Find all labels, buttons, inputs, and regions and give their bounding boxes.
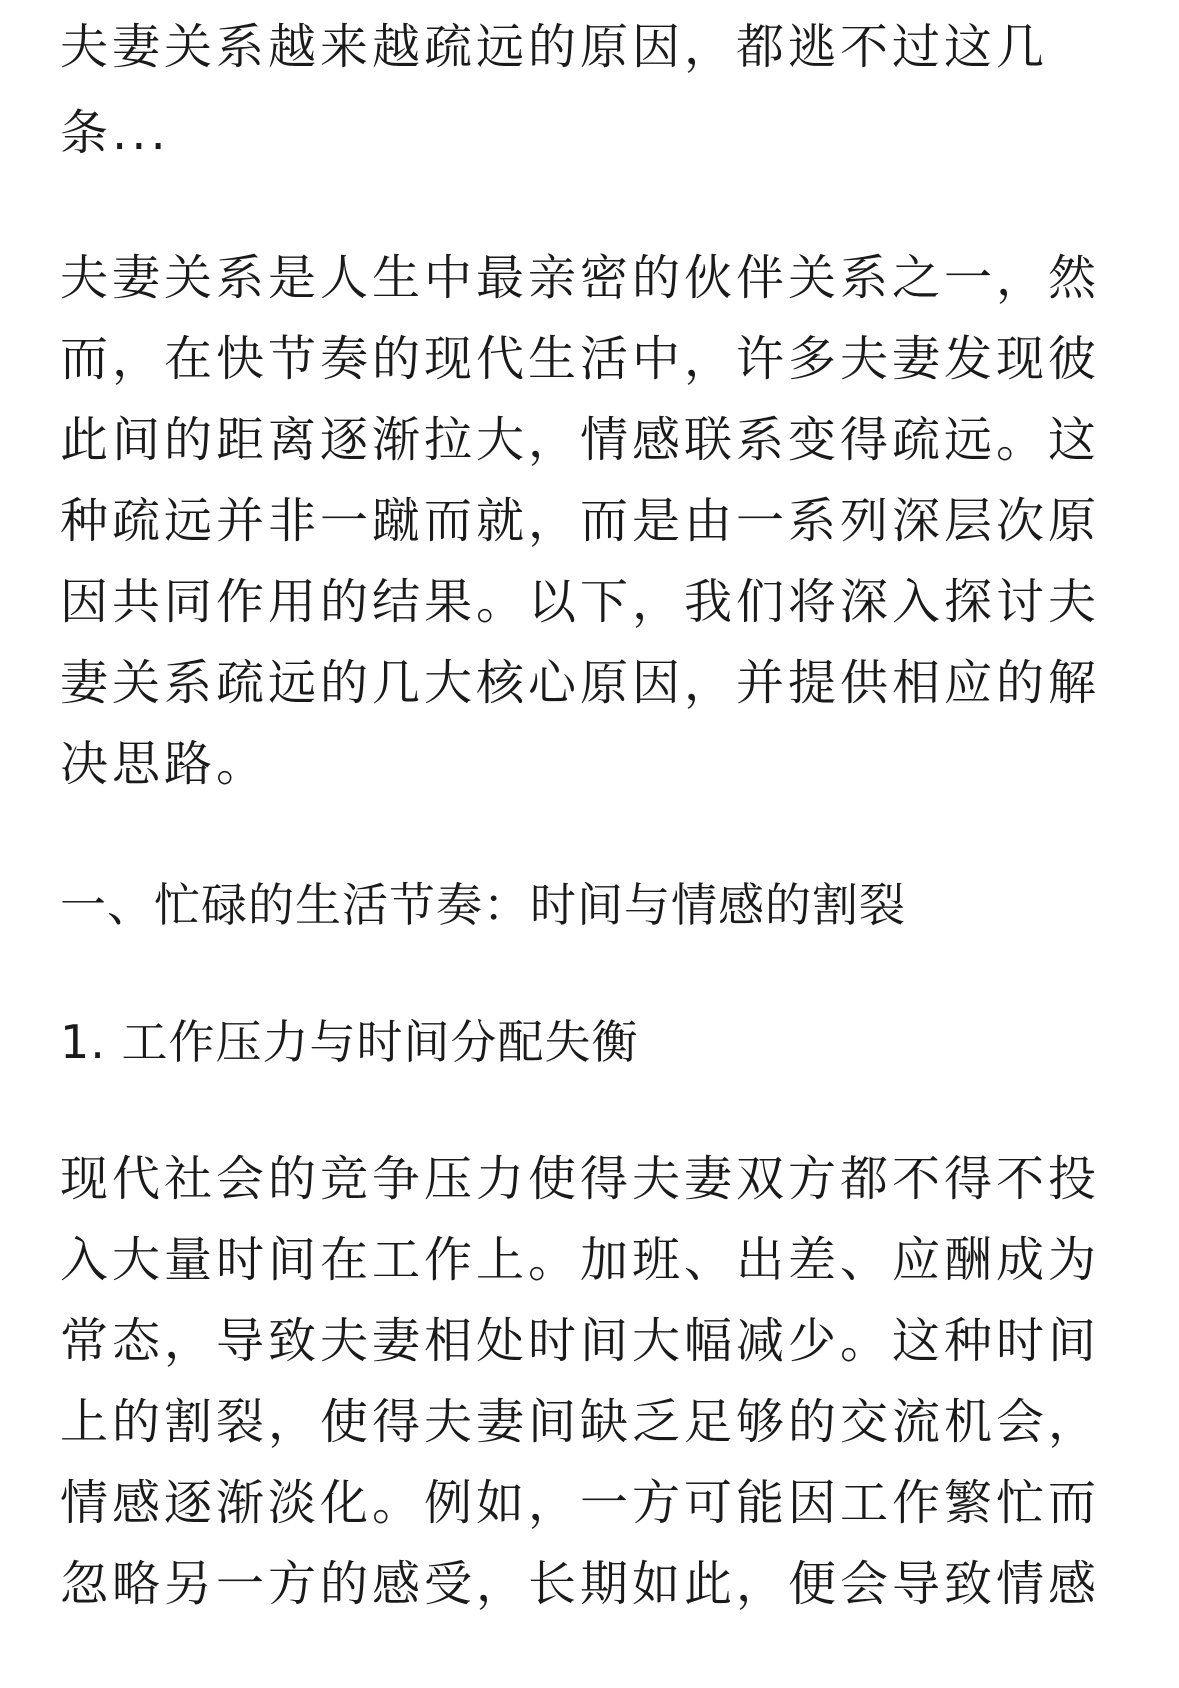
section-heading: 一、忙碌的生活节奏：时间与情感的割裂 [60, 878, 906, 932]
body-paragraph: 现代社会的竞争压力使得夫妻双方都不得不投入大量时间在工作上。加班、出差、应酬成为常态，导致夫妻相处时间大幅减少。这种时间上的割裂，使得夫妻间缺乏足够的交流机会，情感逐渐淡化。例如，一方可能因工作繁忙而忽略另一方的感受，长期如此，便会导致情感 [60, 1151, 1101, 1612]
article [60, 0, 1120, 1625]
intro-paragraph: 夫妻关系是人生中最亲密的伙伴关系之一，然而，在快节奏的现代生活中，许多夫妻发现彼此间的距离逐渐拉大，情感联系变得疏远。这种疏远并非一蹴而就，而是由一系列深层次原因共同作用的结果。以下，我们将深入探讨夫妻关系疏远的几大核心原因，并提供相应的解决思路。 [60, 250, 1101, 792]
sub-heading: 1. 工作压力与时间分配失衡 [60, 1015, 639, 1069]
article-title: 夫妻关系越来越疏远的原因，都逃不过这几条... [60, 19, 1049, 161]
